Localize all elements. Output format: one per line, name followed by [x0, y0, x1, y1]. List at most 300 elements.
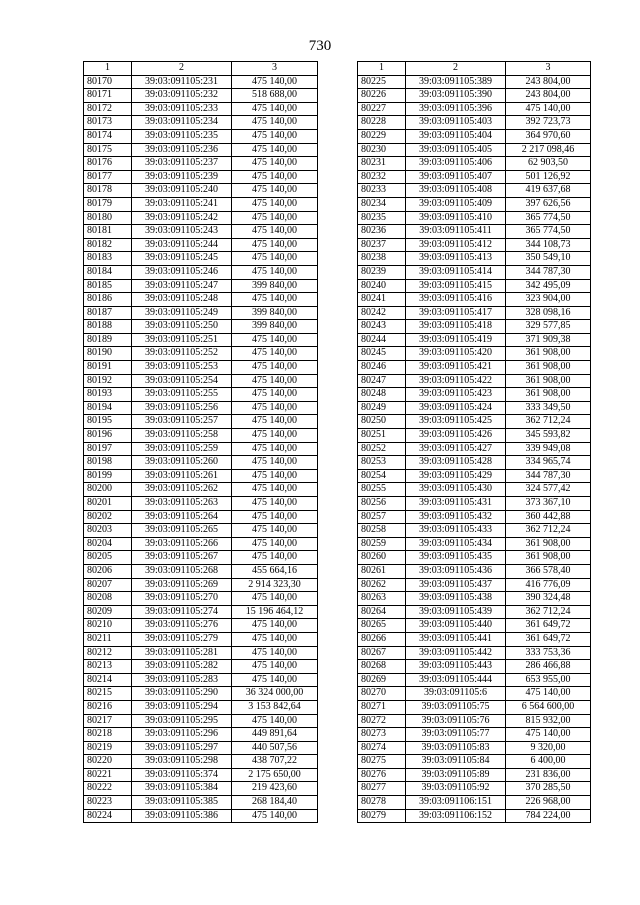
row-number: 80197 [84, 442, 132, 456]
row-number: 80205 [84, 551, 132, 565]
cadastral-number: 39:03:091105:242 [132, 211, 232, 225]
cadastral-number: 39:03:091105:386 [132, 809, 232, 823]
cadastral-value: 475 140,00 [506, 102, 591, 116]
table-row [84, 429, 318, 443]
table-row [358, 197, 591, 211]
table-row [358, 415, 591, 429]
table-row [358, 442, 591, 456]
cadastral-value: 328 098,16 [506, 306, 591, 320]
table-row [358, 429, 591, 443]
row-number: 80175 [84, 143, 132, 157]
cadastral-number: 39:03:091105:255 [132, 388, 232, 402]
page-number: 730 [308, 38, 332, 54]
row-number: 80232 [358, 170, 406, 184]
row-number: 80196 [84, 429, 132, 443]
cadastral-value: 342 495,09 [506, 279, 591, 293]
cadastral-value: 475 140,00 [232, 374, 318, 388]
column-header-3: 3 [232, 62, 318, 76]
cadastral-number: 39:03:091105:276 [132, 619, 232, 633]
table-row [84, 279, 318, 293]
table-row [358, 333, 591, 347]
table-row [358, 252, 591, 266]
row-number: 80227 [358, 102, 406, 116]
cadastral-value: 475 140,00 [232, 510, 318, 524]
cadastral-value: 2 217 098,46 [506, 143, 591, 157]
table-row [84, 442, 318, 456]
row-number: 80199 [84, 469, 132, 483]
table-row [358, 238, 591, 252]
cadastral-number: 39:03:091105:412 [406, 238, 506, 252]
table-row [358, 306, 591, 320]
row-number: 80171 [84, 89, 132, 103]
row-number: 80274 [358, 741, 406, 755]
row-number: 80252 [358, 442, 406, 456]
cadastral-value: 475 140,00 [232, 673, 318, 687]
cadastral-value: 360 442,88 [506, 510, 591, 524]
cadastral-value: 475 140,00 [232, 157, 318, 171]
table-row [84, 157, 318, 171]
row-number: 80258 [358, 524, 406, 538]
cadastral-value: 475 140,00 [232, 619, 318, 633]
cadastral-number: 39:03:091105:424 [406, 401, 506, 415]
cadastral-number: 39:03:091105:396 [406, 102, 506, 116]
cadastral-number: 39:03:091105:427 [406, 442, 506, 456]
row-number: 80231 [358, 157, 406, 171]
cadastral-value: 6 564 600,00 [506, 700, 591, 714]
table-row [358, 456, 591, 470]
table-row [358, 564, 591, 578]
table-row [84, 809, 318, 823]
cadastral-value: 397 626,56 [506, 197, 591, 211]
column-header-2: 2 [132, 62, 232, 76]
table-row [84, 129, 318, 143]
cadastral-value: 333 753,36 [506, 646, 591, 660]
cadastral-value: 475 140,00 [232, 429, 318, 443]
table-row [84, 102, 318, 116]
cadastral-number: 39:03:091105:247 [132, 279, 232, 293]
column-header-1: 1 [358, 62, 406, 76]
table-row [84, 116, 318, 130]
table-row [84, 673, 318, 687]
cadastral-number: 39:03:091105:263 [132, 497, 232, 511]
table-row [84, 347, 318, 361]
table-row [84, 660, 318, 674]
row-number: 80246 [358, 361, 406, 375]
table-row [84, 306, 318, 320]
cadastral-number: 39:03:091105:420 [406, 347, 506, 361]
cadastral-value: 475 140,00 [232, 129, 318, 143]
table-row [84, 361, 318, 375]
table-row [84, 388, 318, 402]
cadastral-value: 438 707,22 [232, 755, 318, 769]
row-number: 80260 [358, 551, 406, 565]
cadastral-number: 39:03:091105:432 [406, 510, 506, 524]
table-row [84, 143, 318, 157]
row-number: 80239 [358, 265, 406, 279]
table-row [84, 333, 318, 347]
row-number: 80202 [84, 510, 132, 524]
cadastral-value: 475 140,00 [232, 347, 318, 361]
cadastral-number: 39:03:091105:83 [406, 741, 506, 755]
cadastral-number: 39:03:091105:270 [132, 592, 232, 606]
cadastral-number: 39:03:091105:249 [132, 306, 232, 320]
cadastral-number: 39:03:091105:283 [132, 673, 232, 687]
row-number: 80275 [358, 755, 406, 769]
table-row [84, 483, 318, 497]
cadastral-value: 475 140,00 [232, 401, 318, 415]
table-header-row [84, 62, 318, 76]
cadastral-number: 39:03:091105:239 [132, 170, 232, 184]
row-number: 80264 [358, 605, 406, 619]
cadastral-number: 39:03:091105:405 [406, 143, 506, 157]
cadastral-number: 39:03:091105:298 [132, 755, 232, 769]
cadastral-value: 475 140,00 [232, 184, 318, 198]
cadastral-value: 449 891,64 [232, 728, 318, 742]
cadastral-number: 39:03:091105:440 [406, 619, 506, 633]
table-row [358, 374, 591, 388]
cadastral-value: 361 908,00 [506, 537, 591, 551]
cadastral-number: 39:03:091105:415 [406, 279, 506, 293]
cadastral-number: 39:03:091105:237 [132, 157, 232, 171]
row-number: 80176 [84, 157, 132, 171]
cadastral-value: 475 140,00 [232, 116, 318, 130]
cadastral-value: 334 965,74 [506, 456, 591, 470]
table-row [358, 184, 591, 198]
cadastral-number: 39:03:091105:274 [132, 605, 232, 619]
row-number: 80245 [358, 347, 406, 361]
cadastral-value: 361 649,72 [506, 632, 591, 646]
cadastral-number: 39:03:091105:269 [132, 578, 232, 592]
cadastral-number: 39:03:091105:254 [132, 374, 232, 388]
row-number: 80200 [84, 483, 132, 497]
table-row [84, 755, 318, 769]
cadastral-value: 2 914 323,30 [232, 578, 318, 592]
table-row [358, 347, 591, 361]
row-number: 80259 [358, 537, 406, 551]
row-number: 80208 [84, 592, 132, 606]
table-row [358, 687, 591, 701]
cadastral-number: 39:03:091105:258 [132, 429, 232, 443]
cadastral-number: 39:03:091105:421 [406, 361, 506, 375]
row-number: 80172 [84, 102, 132, 116]
row-number: 80191 [84, 361, 132, 375]
row-number: 80177 [84, 170, 132, 184]
cadastral-value: 475 140,00 [506, 687, 591, 701]
table-row [358, 320, 591, 334]
table-row [358, 388, 591, 402]
cadastral-number: 39:03:091105:261 [132, 469, 232, 483]
row-number: 80268 [358, 660, 406, 674]
cadastral-value: 475 140,00 [232, 551, 318, 565]
cadastral-value: 2 175 650,00 [232, 768, 318, 782]
row-number: 80249 [358, 401, 406, 415]
cadastral-value: 365 774,50 [506, 211, 591, 225]
cadastral-value: 475 140,00 [232, 197, 318, 211]
cadastral-number: 39:03:091105:264 [132, 510, 232, 524]
row-number: 80193 [84, 388, 132, 402]
row-number: 80223 [84, 796, 132, 810]
column-header-2: 2 [406, 62, 506, 76]
cadastral-number: 39:03:091105:266 [132, 537, 232, 551]
row-number: 80230 [358, 143, 406, 157]
row-number: 80234 [358, 197, 406, 211]
cadastral-number: 39:03:091105:435 [406, 551, 506, 565]
cadastral-value: 475 140,00 [232, 469, 318, 483]
row-number: 80179 [84, 197, 132, 211]
row-number: 80206 [84, 564, 132, 578]
cadastral-value: 345 593,82 [506, 429, 591, 443]
cadastral-number: 39:03:091105:389 [406, 75, 506, 89]
cadastral-number: 39:03:091106:152 [406, 809, 506, 823]
row-number: 80254 [358, 469, 406, 483]
row-number: 80185 [84, 279, 132, 293]
table-row [358, 469, 591, 483]
table-row [84, 564, 318, 578]
row-number: 80174 [84, 129, 132, 143]
row-number: 80184 [84, 265, 132, 279]
row-number: 80221 [84, 768, 132, 782]
table-row [84, 687, 318, 701]
table-row [84, 415, 318, 429]
row-number: 80201 [84, 497, 132, 511]
cadastral-number: 39:03:091105:428 [406, 456, 506, 470]
row-number: 80256 [358, 497, 406, 511]
cadastral-number: 39:03:091105:76 [406, 714, 506, 728]
table-row [84, 510, 318, 524]
row-number: 80235 [358, 211, 406, 225]
cadastral-number: 39:03:091105:434 [406, 537, 506, 551]
cadastral-number: 39:03:091105:257 [132, 415, 232, 429]
table-row [84, 646, 318, 660]
row-number: 80180 [84, 211, 132, 225]
cadastral-value: 231 836,00 [506, 768, 591, 782]
row-number: 80198 [84, 456, 132, 470]
cadastral-value: 399 840,00 [232, 320, 318, 334]
table-row [84, 170, 318, 184]
cadastral-value: 419 637,68 [506, 184, 591, 198]
row-number: 80276 [358, 768, 406, 782]
table-row [84, 401, 318, 415]
table-row [84, 252, 318, 266]
row-number: 80217 [84, 714, 132, 728]
cadastral-number: 39:03:091105:77 [406, 728, 506, 742]
row-number: 80272 [358, 714, 406, 728]
row-number: 80204 [84, 537, 132, 551]
table-row [84, 551, 318, 565]
table-row [358, 510, 591, 524]
cadastral-number: 39:03:091105:6 [406, 687, 506, 701]
row-number: 80243 [358, 320, 406, 334]
cadastral-value: 366 578,40 [506, 564, 591, 578]
table-row [358, 102, 591, 116]
cadastral-value: 362 712,24 [506, 524, 591, 538]
cadastral-number: 39:03:091105:246 [132, 265, 232, 279]
cadastral-value: 475 140,00 [232, 143, 318, 157]
table-row [358, 483, 591, 497]
cadastral-value: 6 400,00 [506, 755, 591, 769]
row-number: 80229 [358, 129, 406, 143]
row-number: 80220 [84, 755, 132, 769]
cadastral-number: 39:03:091105:410 [406, 211, 506, 225]
cadastral-number: 39:03:091105:290 [132, 687, 232, 701]
cadastral-value: 784 224,00 [506, 809, 591, 823]
table-row [84, 75, 318, 89]
cadastral-value: 392 723,73 [506, 116, 591, 130]
table-row [358, 768, 591, 782]
row-number: 80242 [358, 306, 406, 320]
cadastral-value: 364 970,60 [506, 129, 591, 143]
cadastral-value: 9 320,00 [506, 741, 591, 755]
row-number: 80190 [84, 347, 132, 361]
cadastral-number: 39:03:091105:297 [132, 741, 232, 755]
cadastral-number: 39:03:091105:233 [132, 102, 232, 116]
table-row [84, 293, 318, 307]
row-number: 80170 [84, 75, 132, 89]
cadastral-number: 39:03:091105:231 [132, 75, 232, 89]
table-row [84, 578, 318, 592]
row-number: 80273 [358, 728, 406, 742]
table-row [84, 497, 318, 511]
cadastral-value: 455 664,16 [232, 564, 318, 578]
table-row [358, 714, 591, 728]
cadastral-value: 475 140,00 [232, 714, 318, 728]
cadastral-value: 475 140,00 [232, 225, 318, 239]
table-row [84, 700, 318, 714]
row-number: 80224 [84, 809, 132, 823]
cadastral-value: 333 349,50 [506, 401, 591, 415]
table-row [358, 578, 591, 592]
table-row [84, 265, 318, 279]
table-row [358, 741, 591, 755]
cadastral-value: 475 140,00 [232, 102, 318, 116]
cadastral-value: 365 774,50 [506, 225, 591, 239]
cadastral-number: 39:03:091105:417 [406, 306, 506, 320]
cadastral-value: 36 324 000,00 [232, 687, 318, 701]
cadastral-number: 39:03:091105:416 [406, 293, 506, 307]
table-row [84, 619, 318, 633]
table-header-row [358, 62, 591, 76]
cadastral-number: 39:03:091105:250 [132, 320, 232, 334]
cadastral-number: 39:03:091105:436 [406, 564, 506, 578]
table-row [358, 265, 591, 279]
cadastral-value: 3 153 842,64 [232, 700, 318, 714]
cadastral-number: 39:03:091105:422 [406, 374, 506, 388]
table-row [358, 143, 591, 157]
cadastral-number: 39:03:091105:408 [406, 184, 506, 198]
column-header-1: 1 [84, 62, 132, 76]
cadastral-value: 399 840,00 [232, 306, 318, 320]
table-row [84, 211, 318, 225]
cadastral-number: 39:03:091105:433 [406, 524, 506, 538]
row-number: 80277 [358, 782, 406, 796]
row-number: 80244 [358, 333, 406, 347]
cadastral-value: 815 932,00 [506, 714, 591, 728]
cadastral-value: 329 577,85 [506, 320, 591, 334]
row-number: 80261 [358, 564, 406, 578]
cadastral-number: 39:03:091105:252 [132, 347, 232, 361]
cadastral-table-left [83, 61, 318, 823]
cadastral-value: 653 955,00 [506, 673, 591, 687]
cadastral-value: 361 908,00 [506, 347, 591, 361]
cadastral-value: 324 577,42 [506, 483, 591, 497]
row-number: 80195 [84, 415, 132, 429]
row-number: 80214 [84, 673, 132, 687]
cadastral-value: 475 140,00 [232, 632, 318, 646]
cadastral-value: 475 140,00 [232, 524, 318, 538]
cadastral-number: 39:03:091105:232 [132, 89, 232, 103]
table-row [358, 782, 591, 796]
cadastral-number: 39:03:091105:244 [132, 238, 232, 252]
cadastral-value: 286 466,88 [506, 660, 591, 674]
table-row [84, 768, 318, 782]
row-number: 80251 [358, 429, 406, 443]
cadastral-value: 339 949,08 [506, 442, 591, 456]
table-row [84, 796, 318, 810]
cadastral-value: 361 908,00 [506, 551, 591, 565]
cadastral-value: 243 804,00 [506, 89, 591, 103]
row-number: 80253 [358, 456, 406, 470]
cadastral-number: 39:03:091105:419 [406, 333, 506, 347]
cadastral-number: 39:03:091105:294 [132, 700, 232, 714]
cadastral-value: 344 787,30 [506, 265, 591, 279]
cadastral-number: 39:03:091105:282 [132, 660, 232, 674]
cadastral-value: 475 140,00 [232, 238, 318, 252]
cadastral-value: 475 140,00 [232, 293, 318, 307]
cadastral-value: 219 423,60 [232, 782, 318, 796]
table-row [358, 401, 591, 415]
cadastral-number: 39:03:091105:260 [132, 456, 232, 470]
row-number: 80250 [358, 415, 406, 429]
cadastral-number: 39:03:091105:418 [406, 320, 506, 334]
row-number: 80182 [84, 238, 132, 252]
table-row [358, 592, 591, 606]
row-number: 80266 [358, 632, 406, 646]
cadastral-number: 39:03:091105:243 [132, 225, 232, 239]
row-number: 80270 [358, 687, 406, 701]
cadastral-value: 399 840,00 [232, 279, 318, 293]
cadastral-value: 62 903,50 [506, 157, 591, 171]
row-number: 80279 [358, 809, 406, 823]
cadastral-value: 475 140,00 [232, 497, 318, 511]
table-row [358, 537, 591, 551]
table-row [358, 75, 591, 89]
row-number: 80212 [84, 646, 132, 660]
cadastral-number: 39:03:091105:89 [406, 768, 506, 782]
row-number: 80269 [358, 673, 406, 687]
cadastral-number: 39:03:091105:442 [406, 646, 506, 660]
cadastral-number: 39:03:091105:295 [132, 714, 232, 728]
row-number: 80226 [358, 89, 406, 103]
row-number: 80187 [84, 306, 132, 320]
cadastral-value: 344 787,30 [506, 469, 591, 483]
table-row [84, 592, 318, 606]
row-number: 80211 [84, 632, 132, 646]
cadastral-value: 361 908,00 [506, 374, 591, 388]
table-row [358, 211, 591, 225]
table-row [358, 660, 591, 674]
cadastral-value: 361 908,00 [506, 388, 591, 402]
row-number: 80213 [84, 660, 132, 674]
table-row [358, 361, 591, 375]
cadastral-value: 475 140,00 [232, 809, 318, 823]
table-row [358, 646, 591, 660]
table-row [84, 782, 318, 796]
cadastral-number: 39:03:091105:236 [132, 143, 232, 157]
table-row [358, 755, 591, 769]
cadastral-value: 362 712,24 [506, 605, 591, 619]
row-number: 80240 [358, 279, 406, 293]
table-row [358, 619, 591, 633]
